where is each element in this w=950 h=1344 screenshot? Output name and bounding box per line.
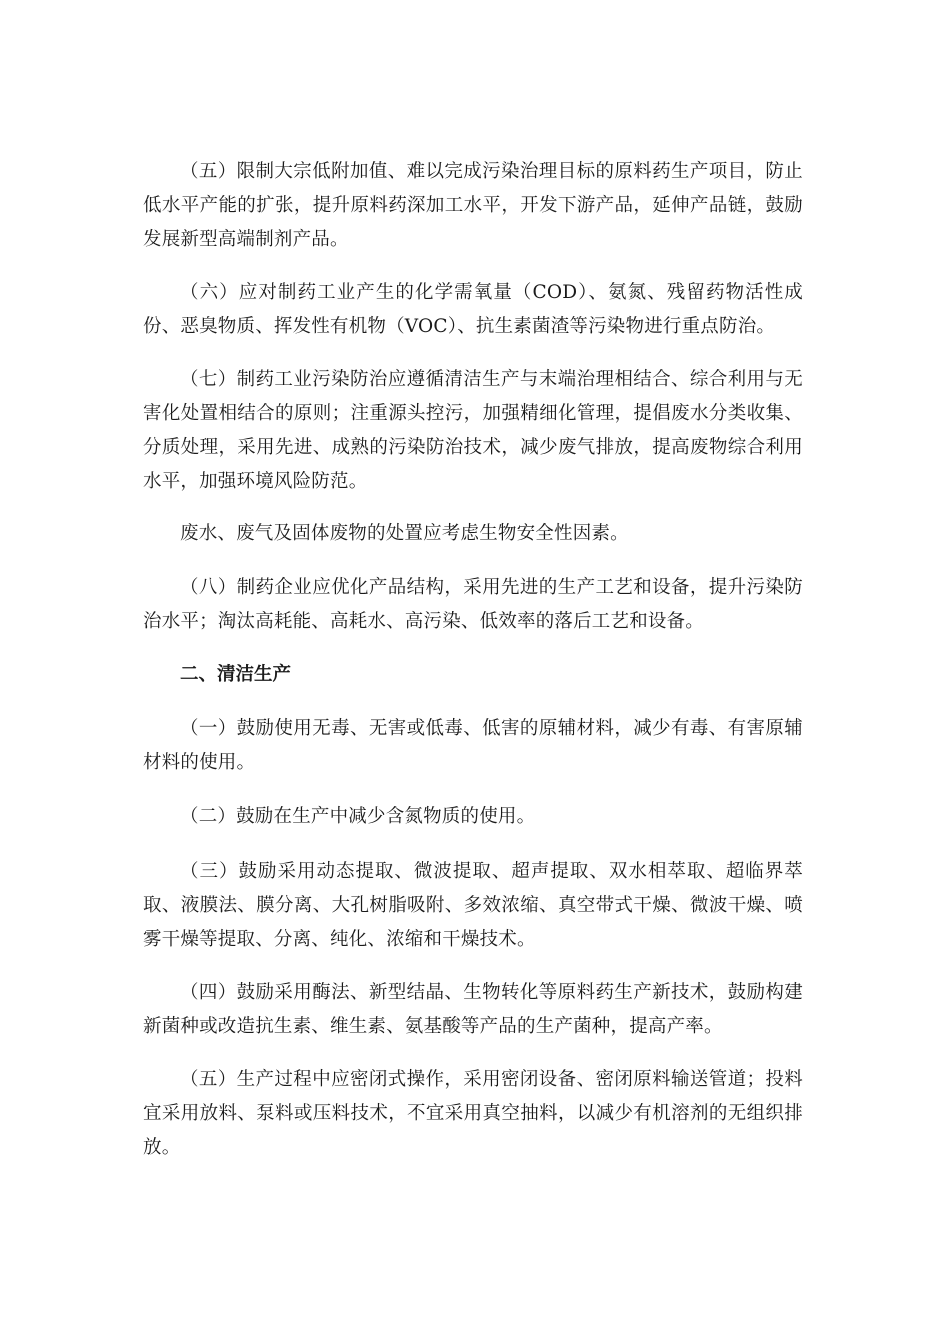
paragraph-6-key-pollutants: （六）应对制药工业产生的化学需氧量（COD）、氨氮、残留药物活性成份、恶臭物质、挥发性有机物（VOC）、抗生素菌渣等污染物进行重点防治。	[143, 282, 803, 337]
paragraph-1-raw-materials: （一）鼓励使用无毒、无害或低毒、低害的原辅材料，减少有毒、有害原辅材料的使用。	[143, 718, 803, 773]
paragraph-7-pollution-principles: （七）制药工业污染防治应遵循清洁生产与末端治理相结合、综合利用与无害化处置相结合的原则；注重源头控污，加强精细化管理，提倡废水分类收集、分质处理，采用先进、成熟的污染防治技术，减少废气排放，提高废物综合利用水平，加强环境风险防范。	[143, 369, 803, 492]
paragraph-4-enzyme-method: （四）鼓励采用酶法、新型结晶、生物转化等原料药生产新技术，鼓励构建新菌种或改造抗生素、维生素、氨基酸等产品的生产菌种，提高产率。	[143, 982, 803, 1037]
paragraph-8-optimize-structure: （八）制药企业应优化产品结构，采用先进的生产工艺和设备，提升污染防治水平；淘汰高耗能、高耗水、高污染、低效率的落后工艺和设备。	[143, 577, 803, 632]
paragraph-5-limit-production: （五）限制大宗低附加值、难以完成污染治理目标的原料药生产项目，防止低水平产能的扩张，提升原料药深加工水平，开发下游产品，延伸产品链，鼓励发展新型高端制剂产品。	[143, 161, 803, 250]
paragraph-biosafety: 废水、废气及固体废物的处置应考虑生物安全性因素。	[180, 523, 629, 544]
paragraph-3-extraction-tech: （三）鼓励采用动态提取、微波提取、超声提取、双水相萃取、超临界萃取、液膜法、膜分离、大孔树脂吸附、多效浓缩、真空带式干燥、微波干燥、喷雾干燥等提取、分离、纯化、浓缩和干燥技术。	[143, 861, 803, 950]
paragraph-5-closed-operation: （五）生产过程中应密闭式操作，采用密闭设备、密闭原料输送管道；投料宜采用放料、泵料或压料技术，不宜采用真空抽料，以减少有机溶剂的无组织排放。	[143, 1069, 803, 1158]
section-heading-clean-production: 二、清洁生产	[180, 664, 292, 685]
paragraph-2-nitrogen: （二）鼓励在生产中减少含氮物质的使用。	[180, 806, 536, 827]
